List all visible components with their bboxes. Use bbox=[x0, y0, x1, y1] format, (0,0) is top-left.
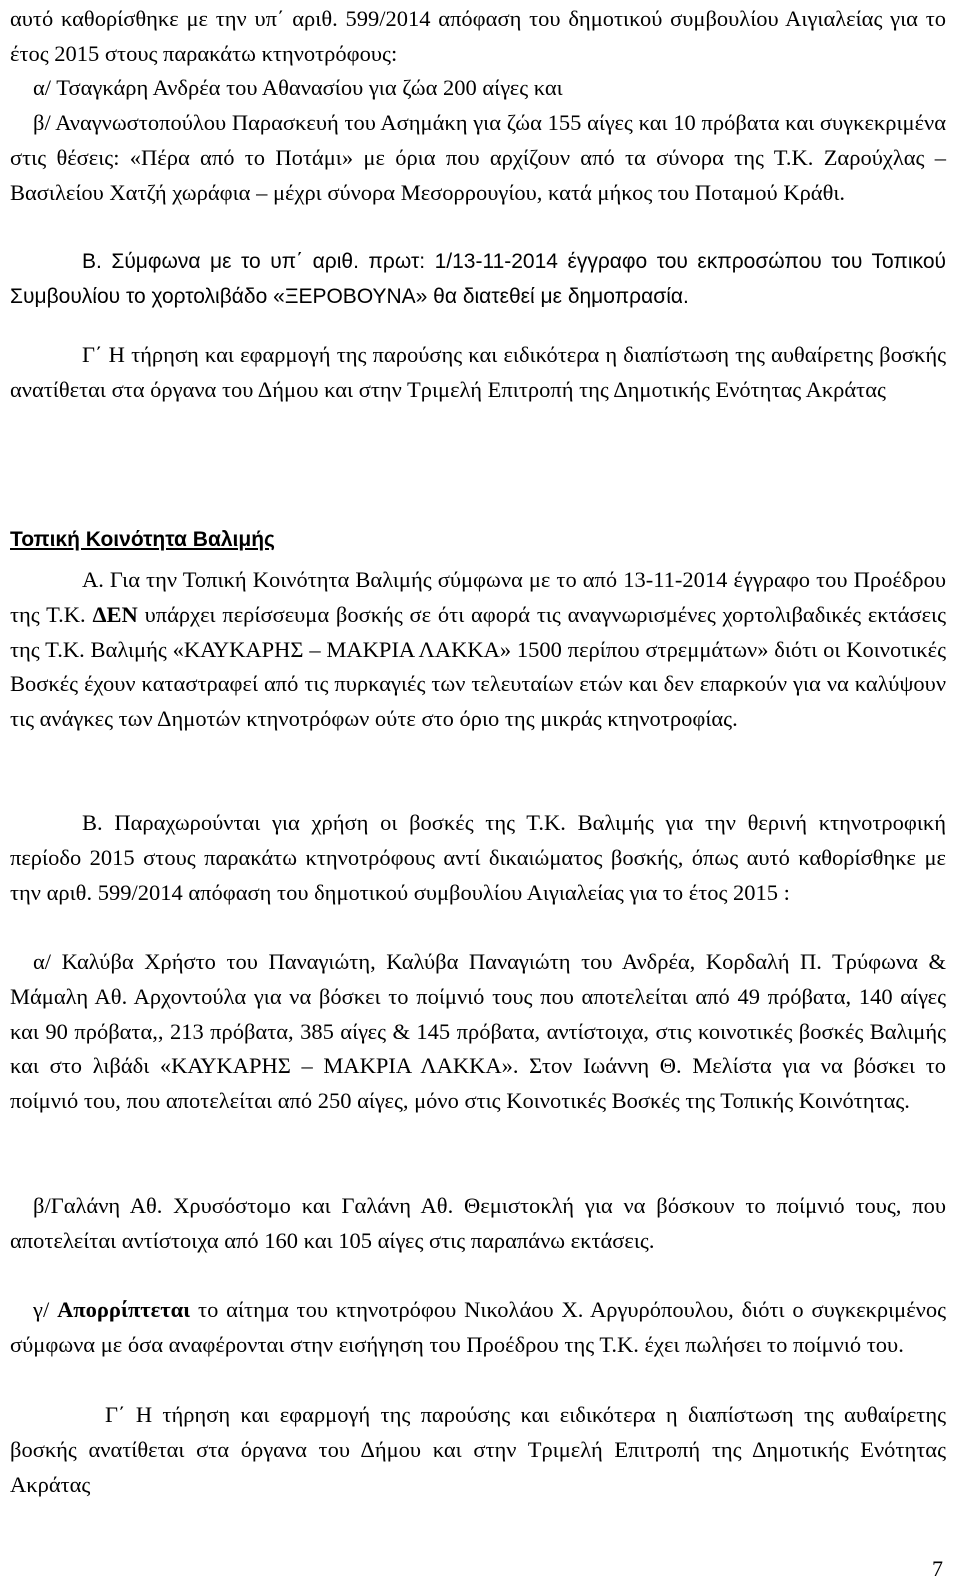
paragraph-beta-anagnostopoulou: β/ Αναγνωστοπούλου Παρασκευή του Ασημάκη για ζώα 155 αίγες και 10 πρόβατα και συγκεκριμένα στις θέσεις: «Πέρα από το Ποτάμι» με όρια που αρχίζουν από τα σύνορα της Τ.Κ. Ζαρούχλας – Βασιλείου Χατζή χωράφια – μέχρι σύνορα Μεσορρουγίου, κατά μήκος του Ποταμού Κράθι. bbox=[10, 110, 946, 205]
paragraph-alpha-tsagkari: α/ Τσαγκάρη Ανδρέα του Αθανασίου για ζώα 200 αίγες και bbox=[33, 75, 563, 100]
paragraph-a-text-2: υπάρχει περίσσευμα βοσκής σε ότι αφορά τις αναγνωρισμένες χορτολιβαδικές εκτάσεις της Τ.Κ. Βαλιμής «ΚΑΥΚΑΡΗΣ – ΜΑΚΡΙΑ ΛΑΚΚΑ» 1500 περίπου στρεμμάτων» διότι οι Κοινοτικές Βοσκές έχουν καταστραφεί από τις πυρκαγιές των τελευταίων ετών και δεν επαρκούν για να καλύψουν τις ανάγκες των Δημοτών κτηνοτρόφων ούτε στο όριο της μικράς κτηνοτροφίας. bbox=[10, 601, 946, 732]
paragraph-g-enforcement-top: Γ΄ Η τήρηση και εφαρμογή της παρούσης και ειδικότερα η διαπίστωση της αυθαίρετης βοσκής ανατίθεται στα όργανα του Δήμου και στην Τριμελή Επιτροπή της Δημοτικής Ενότητας Ακράτας bbox=[10, 342, 946, 402]
paragraph-gamma-text-2: το αίτημα του κτηνοτρόφου Νικολάου Χ. Αργυρόπουλου, διότι ο συγκεκριμένος σύμφωνα με όσα αναφέρονται στην εισήγηση του Προέδρου της Τ.Κ. έχει πωλήσει το ποίμνιό του. bbox=[10, 1297, 946, 1357]
paragraph-gamma-argyropoulou bbox=[10, 1293, 946, 1363]
page-number: 7 bbox=[932, 1556, 943, 1581]
paragraph-gamma-text-1: γ/ bbox=[33, 1297, 58, 1322]
paragraph-a-bold-den: ΔΕΝ bbox=[92, 601, 138, 627]
section-heading-valimi: Τοπική Κοινότητα Βαλιμής bbox=[10, 528, 275, 551]
paragraph-gamma-bold: Απορρίπτεται bbox=[57, 1297, 191, 1322]
paragraph-intro: αυτό καθορίσθηκε με την υπ΄ αριθ. 599/2014 απόφαση του δημοτικού συμβουλίου Αιγιαλείας για το έτος 2015 στους παρακάτω κτηνοτρόφους: bbox=[10, 6, 946, 66]
paragraph-a-valimi bbox=[10, 563, 946, 737]
paragraph-beta-galani: β/Γαλάνη Αθ. Χρυσόστομο και Γαλάνη Αθ. Θεμιστοκλή για να βόσκουν το ποίμνιό τους, που αποτελείται αντίστοιχα από 160 και 105 αίγες στις παραπάνω εκτάσεις. bbox=[10, 1193, 946, 1253]
paragraph-b-xerovouna: Β. Σύμφωνα με το υπ΄ αριθ. πρωτ: 1/13-11-2014 έγγραφο του εκπροσώπου του Τοπικού Συμβουλίου το χορτολιβάδο «ΞΕΡΟΒΟΥΝΑ» θα διατεθεί με δημοπρασία. bbox=[10, 250, 946, 308]
paragraph-g-enforcement-bottom: Γ΄ Η τήρηση και εφαρμογή της παρούσης και ειδικότερα η διαπίστωση της αυθαίρετης βοσκής ανατίθεται στα όργανα του Δήμου και στην Τριμελή Επιτροπή της Δημοτικής Ενότητας Ακράτας bbox=[10, 1402, 946, 1497]
paragraph-alpha-kalyva: α/ Καλύβα Χρήστο του Παναγιώτη, Καλύβα Παναγιώτη του Ανδρέα, Κορδαλή Π. Τρύφωνα & Μάμαλη Αθ. Αρχοντούλα για να βόσκει το ποίμνιό τους που αποτελείται από 49 πρόβατα, 140 αίγες και 90 πρόβατα,, 213 πρόβατα, 385 αίγες & 145 πρόβατα, αντίστοιχα, στις κοινοτικές βοσκές Βαλιμής και στο λιβάδι «ΚΑΥΚΑΡΗΣ – ΜΑΚΡΙΑ ΛΑΚΚΑ». Στον Ιωάννη Θ. Μελίστα για να βόσκει το ποίμνιό του, που αποτελείται από 250 αίγες, μόνο στις Κοινοτικές Βοσκές της Τοπικής Κοινότητας. bbox=[10, 949, 946, 1114]
paragraph-b-valimi: Β. Παραχωρούνται για χρήση οι βοσκές της Τ.Κ. Βαλιμής για την θερινή κτηνοτροφική περίοδο 2015 στους παρακάτω κτηνοτρόφους αντί δικαιώματος βοσκής, όπως αυτό καθορίσθηκε με την αριθ. 599/2014 απόφαση του δημοτικού συμβουλίου Αιγιαλείας για το έτος 2015 : bbox=[10, 810, 946, 905]
paragraph-a-text-1: Α. Για την Τοπική Κοινότητα Βαλιμής σύμφωνα με το από 13-11-2014 έγγραφο του Προέδρου της Τ.Κ. bbox=[10, 567, 946, 627]
